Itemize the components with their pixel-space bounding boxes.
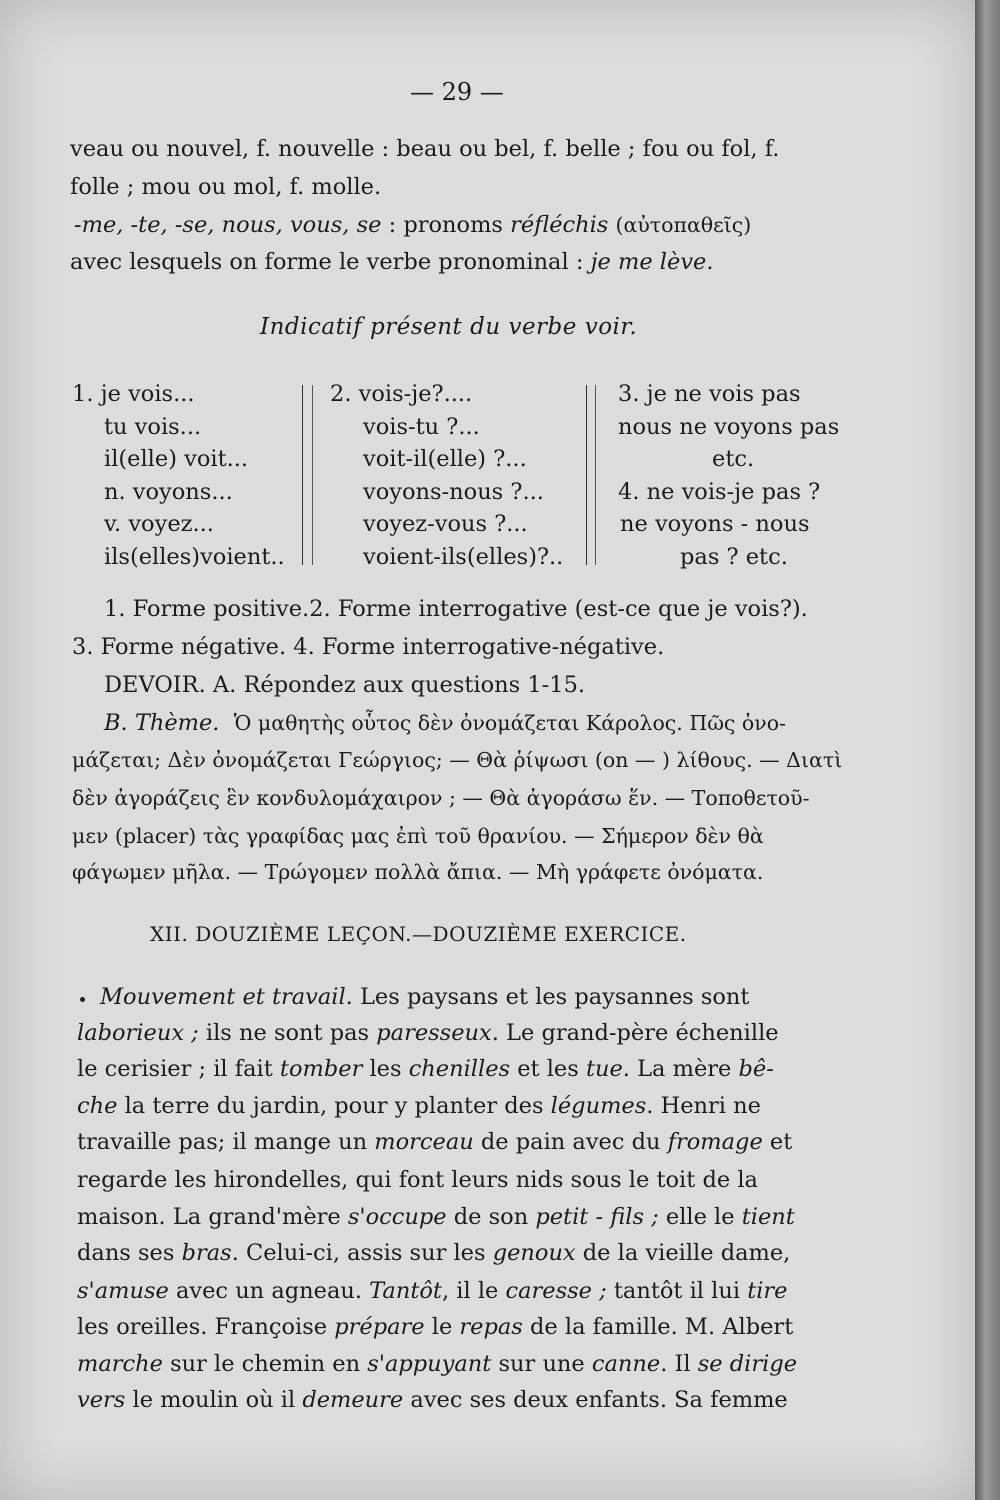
conj-line: 4. ne vois-je pas ? (618, 478, 821, 505)
conj-line: vois-tu ?... (363, 413, 480, 440)
pronoms-example: je me lève. (590, 249, 714, 275)
pronoms-list: -me, -te, -se, nous, vous, se (74, 212, 382, 238)
pronoms-line-2-text: avec lesquels on forme le verbe pronominal : (70, 249, 591, 275)
conj-line: ils(elles)voient.. (104, 543, 285, 570)
intro-line-1: veau ou nouvel, f. nouvelle : beau ou bel, f. belle ; fou ou fol, f. (70, 136, 780, 162)
pronoms-reflechis: réfléchis (510, 212, 609, 238)
theme-line-3: δὲν ἀγοράζεις ἓν κονδυλομάχαιρον ; — Θὰ ἀγοράσω ἕν. — Τοποθετοῦ- (72, 786, 810, 810)
theme-greek: Ὁ μαθητὴς οὗτος δὲν ὀνομάζεται Κάρολος. Πῶς ὀνο- (233, 711, 786, 735)
page-edge (975, 0, 1000, 1500)
conj-line: il(elle) voit... (104, 446, 249, 473)
formes-line-1: 1. Forme positive.2. Forme interrogative (est-ce que je vois?). (104, 596, 808, 622)
conj-column-3 (618, 378, 839, 574)
exercise-line: Mouvement et travail. Les paysans et les paysannes sont (100, 984, 750, 1010)
exercise-line: vers le moulin où il demeure avec ses deux enfants. Sa femme (77, 1387, 788, 1413)
theme-line-2: μάζεται; Δὲν ὀνομάζεται Γεώργιος; — Θὰ ῥίψωσι (on — ) λίθους. — Διατὶ (72, 748, 843, 772)
formes-line-2: 3. Forme négative. 4. Forme interrogative-négative. (72, 634, 665, 660)
theme-line-5: φάγωμεν μῆλα. — Τρώγομεν πολλὰ ἄπια. — Μὴ γράφετε ὀνόματα. (72, 860, 764, 884)
pronoms-sep: : pronoms (381, 212, 511, 238)
conjugation-title: Indicatif présent du verbe voir. (260, 314, 638, 340)
conj-line: voyez-vous ?... (363, 511, 528, 538)
bullet-mark (80, 997, 85, 1002)
exercise-line: dans ses bras. Celui-ci, assis sur les genoux de la vieille dame, (77, 1240, 791, 1266)
conj-line: voit-il(elle) ?... (363, 446, 527, 473)
conj-line: ne voyons - nous (620, 511, 810, 538)
conj-line: nous ne voyons pas (618, 413, 840, 440)
pronoms-line-1 (74, 212, 751, 239)
exercise-line: regarde les hirondelles, qui font leurs nids sous le toit de la (77, 1167, 758, 1193)
conj-line: 2. vois-je?.... (330, 381, 473, 407)
column-divider (595, 385, 596, 565)
exercise-heading: Mouvement et travail. (100, 984, 353, 1010)
column-divider (312, 385, 313, 565)
exercise-line: che la terre du jardin, pour y planter des légumes. Henri ne (77, 1093, 761, 1119)
conj-line: 3. je ne vois pas (618, 381, 801, 407)
intro-line-2: folle ; mou ou mol, f. molle. (70, 174, 382, 200)
conj-line: n. voyons... (104, 478, 233, 505)
lesson-title: XII. DOUZIÈME LEÇON.—DOUZIÈME EXERCICE. (150, 922, 687, 946)
conj-line: voient-ils(elles)?.. (363, 543, 564, 570)
conj-line: voyons-nous ?... (363, 478, 544, 505)
conj-line: 1. je vois... (72, 381, 195, 407)
conj-line: v. voyez... (104, 511, 214, 538)
conj-column-1 (72, 378, 285, 574)
page-number: — 29 — (410, 78, 504, 106)
exercise-line: les oreilles. Françoise prépare le repas de la famille. M. Albert (77, 1314, 794, 1340)
devoir-heading: DEVOIR. A. Répondez aux questions 1-15. (104, 672, 586, 698)
exercise-line: marche sur le chemin en s'appuyant sur une canne. Il se dirige (77, 1351, 798, 1377)
exercise-line: le cerisier ; il fait tomber les chenilles et les tue. La mère bê- (77, 1056, 774, 1082)
conj-line: etc. (712, 446, 755, 473)
conj-line: tu vois... (104, 413, 202, 440)
exercise-line: laborieux ; ils ne sont pas paresseux. Le grand-père échenille (77, 1020, 779, 1046)
pronoms-line-2 (70, 249, 714, 276)
column-divider (302, 385, 303, 565)
pronoms-greek: (αὐτοπαθεῖς) (615, 213, 752, 237)
conj-line: pas ? etc. (680, 543, 788, 570)
theme-label: B. Thème. (104, 710, 220, 736)
theme-line-1 (104, 710, 786, 737)
column-divider (586, 385, 587, 565)
exercise-line: s'amuse avec un agneau. Tantôt, il le caresse ; tantôt il lui tire (77, 1278, 788, 1304)
theme-line-4: μεν (placer) τὰς γραφίδας μας ἐπὶ τοῦ θρανίου. — Σήμερον δὲν θὰ (72, 824, 764, 848)
exercise-line: travaille pas; il mange un morceau de pain avec du fromage et (77, 1129, 793, 1155)
conj-column-2 (330, 378, 563, 574)
exercise-line: maison. La grand'mère s'occupe de son petit - fils ; elle le tient (77, 1204, 795, 1230)
